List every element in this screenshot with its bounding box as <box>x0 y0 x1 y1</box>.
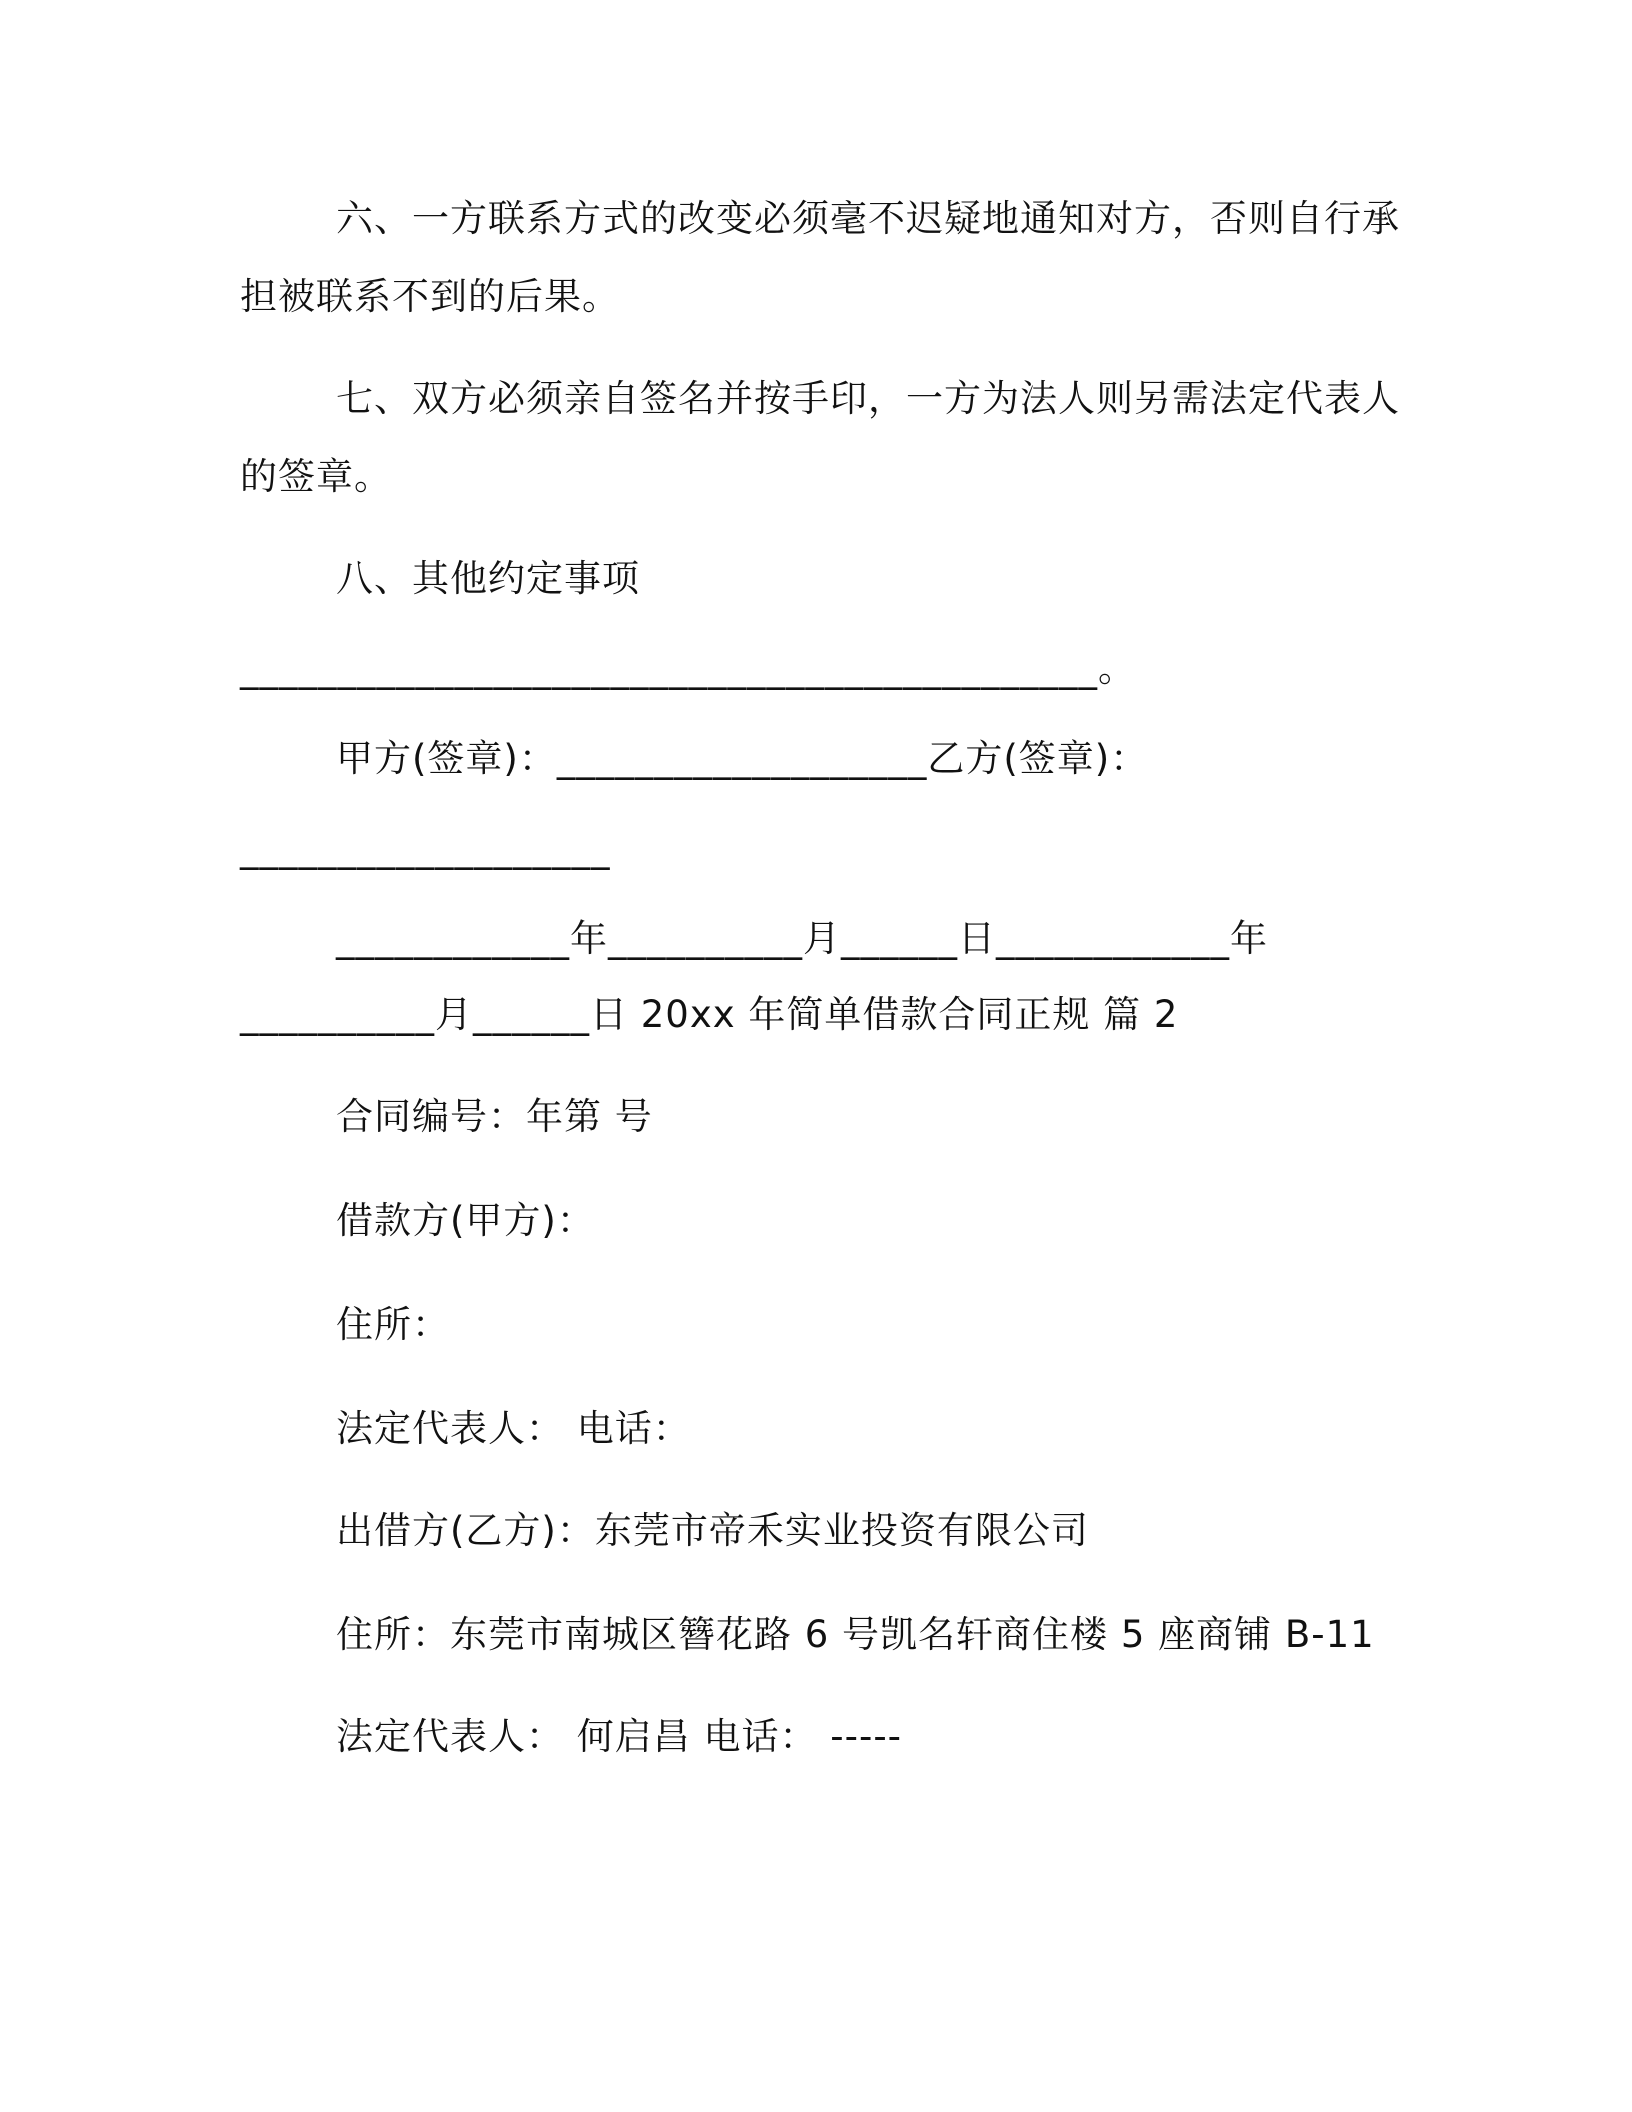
borrower-address: 住所： <box>336 1303 450 1346</box>
borrower-representative: 法定代表人： 电话： <box>336 1407 691 1450</box>
date-line-2-and-contract-title: __________月______日 20xx 年简单借款合同正规 篇 2 <box>240 993 1179 1036</box>
clause-eight-heading: 八、其他约定事项 <box>336 557 640 600</box>
signature-line: 甲方(签章)：___________________乙方(签章)： <box>336 737 1149 780</box>
lender-label: 出借方(乙方)：东莞市帝禾实业投资有限公司 <box>336 1509 1089 1552</box>
date-line-1: ____________年__________月______日____________年 <box>336 917 1268 960</box>
clause-six-line-1: 六、一方联系方式的改变必须毫不迟疑地通知对方，否则自行承 <box>336 197 1400 240</box>
signature-blank: ___________________ <box>240 827 611 870</box>
clause-six-line-2: 担被联系不到的后果。 <box>240 275 620 318</box>
other-terms-blank: ____________________________________________。 <box>240 647 1136 690</box>
clause-seven-line-2: 的签章。 <box>240 455 392 498</box>
lender-address: 住所：东莞市南城区簪花路 6 号凯名轩商住楼 5 座商铺 B-11 <box>336 1613 1375 1656</box>
borrower-label: 借款方(甲方)： <box>336 1199 595 1242</box>
contract-number: 合同编号：年第 号 <box>336 1095 653 1138</box>
clause-seven-line-1: 七、双方必须亲自签名并按手印，一方为法人则另需法定代表人 <box>336 377 1400 420</box>
lender-representative: 法定代表人： 何启昌 电话： ----- <box>336 1715 903 1758</box>
